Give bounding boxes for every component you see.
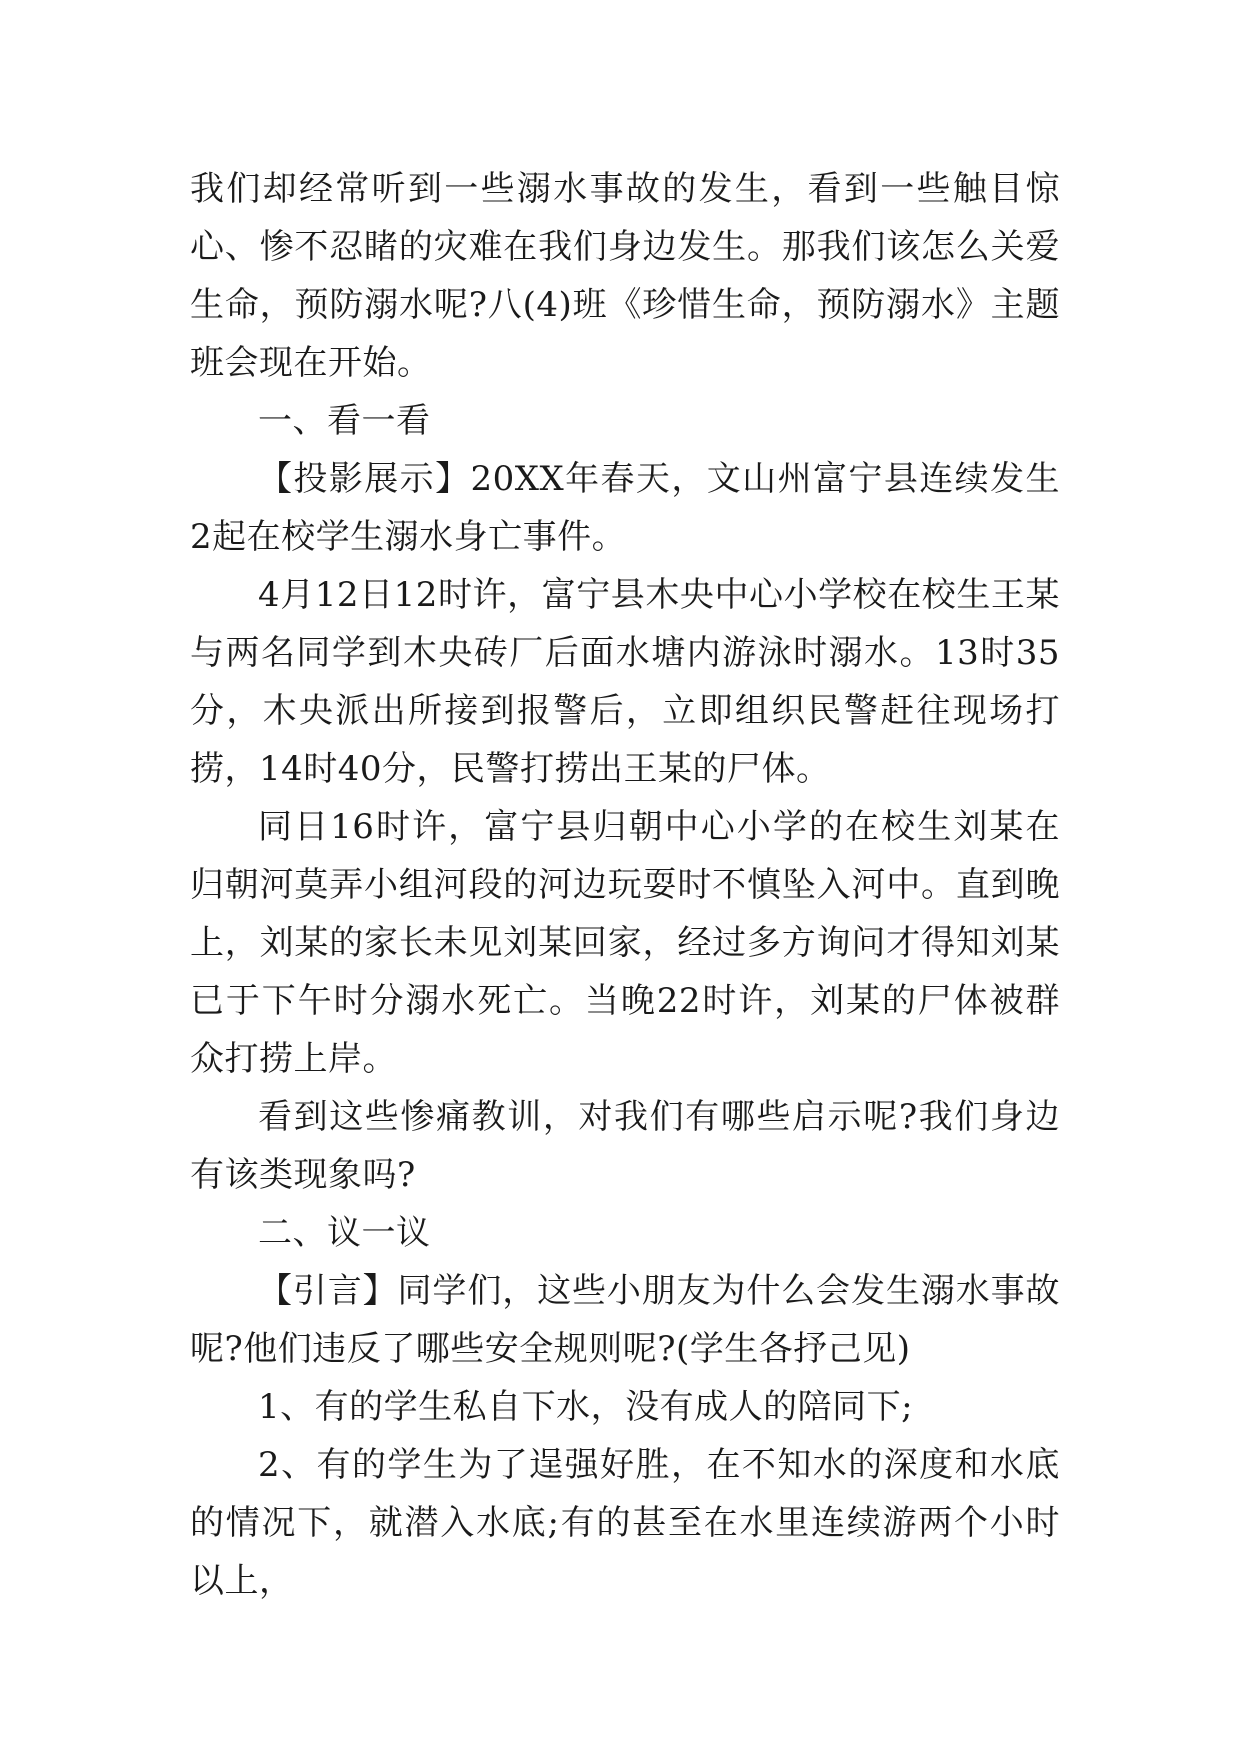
paragraph-case-1: 4月12日12时许，富宁县木央中心小学校在校生王某与两名同学到木央砖厂后面水塘内游泳时溺水。13时35分，木央派出所接到报警后，立即组织民警赶往现场打捞，14时40分，民警打捞出王某的尸体。 — [190, 575, 1060, 789]
paragraph-reflection: 看到这些惨痛教训，对我们有哪些启示呢?我们身边有该类现象吗? — [190, 1097, 1060, 1195]
list-item-1: 1、有的学生私自下水，没有成人的陪同下; — [258, 1387, 914, 1427]
paragraph-case-2: 同日16时许，富宁县归朝中心小学的在校生刘某在归朝河莫弄小组河段的河边玩耍时不慎坠入河中。直到晚上，刘某的家长未见刘某回家，经过多方询问才得知刘某已于下午时分溺水死亡。当晚22时许，刘某的尸体被群众打捞上岸。 — [190, 807, 1060, 1079]
paragraph-projection: 【投影展示】20XX年春天，文山州富宁县连续发生2起在校学生溺水身亡事件。 — [190, 459, 1060, 557]
paragraph-intro-continuation: 我们却经常听到一些溺水事故的发生，看到一些触目惊心、惨不忍睹的灾难在我们身边发生。那我们该怎么关爱生命，预防溺水呢?八(4)班《珍惜生命，预防溺水》主题班会现在开始。 — [190, 169, 1060, 383]
section-heading-look: 一、看一看 — [258, 401, 431, 441]
document-body — [190, 160, 1060, 1610]
list-item-2: 2、有的学生为了逞强好胜，在不知水的深度和水底的情况下，就潜入水底;有的甚至在水里连续游两个小时以上， — [190, 1445, 1060, 1601]
section-heading-discuss: 二、议一议 — [258, 1213, 431, 1253]
paragraph-lead-in: 【引言】同学们，这些小朋友为什么会发生溺水事故呢?他们违反了哪些安全规则呢?(学生各抒己见) — [190, 1271, 1060, 1369]
